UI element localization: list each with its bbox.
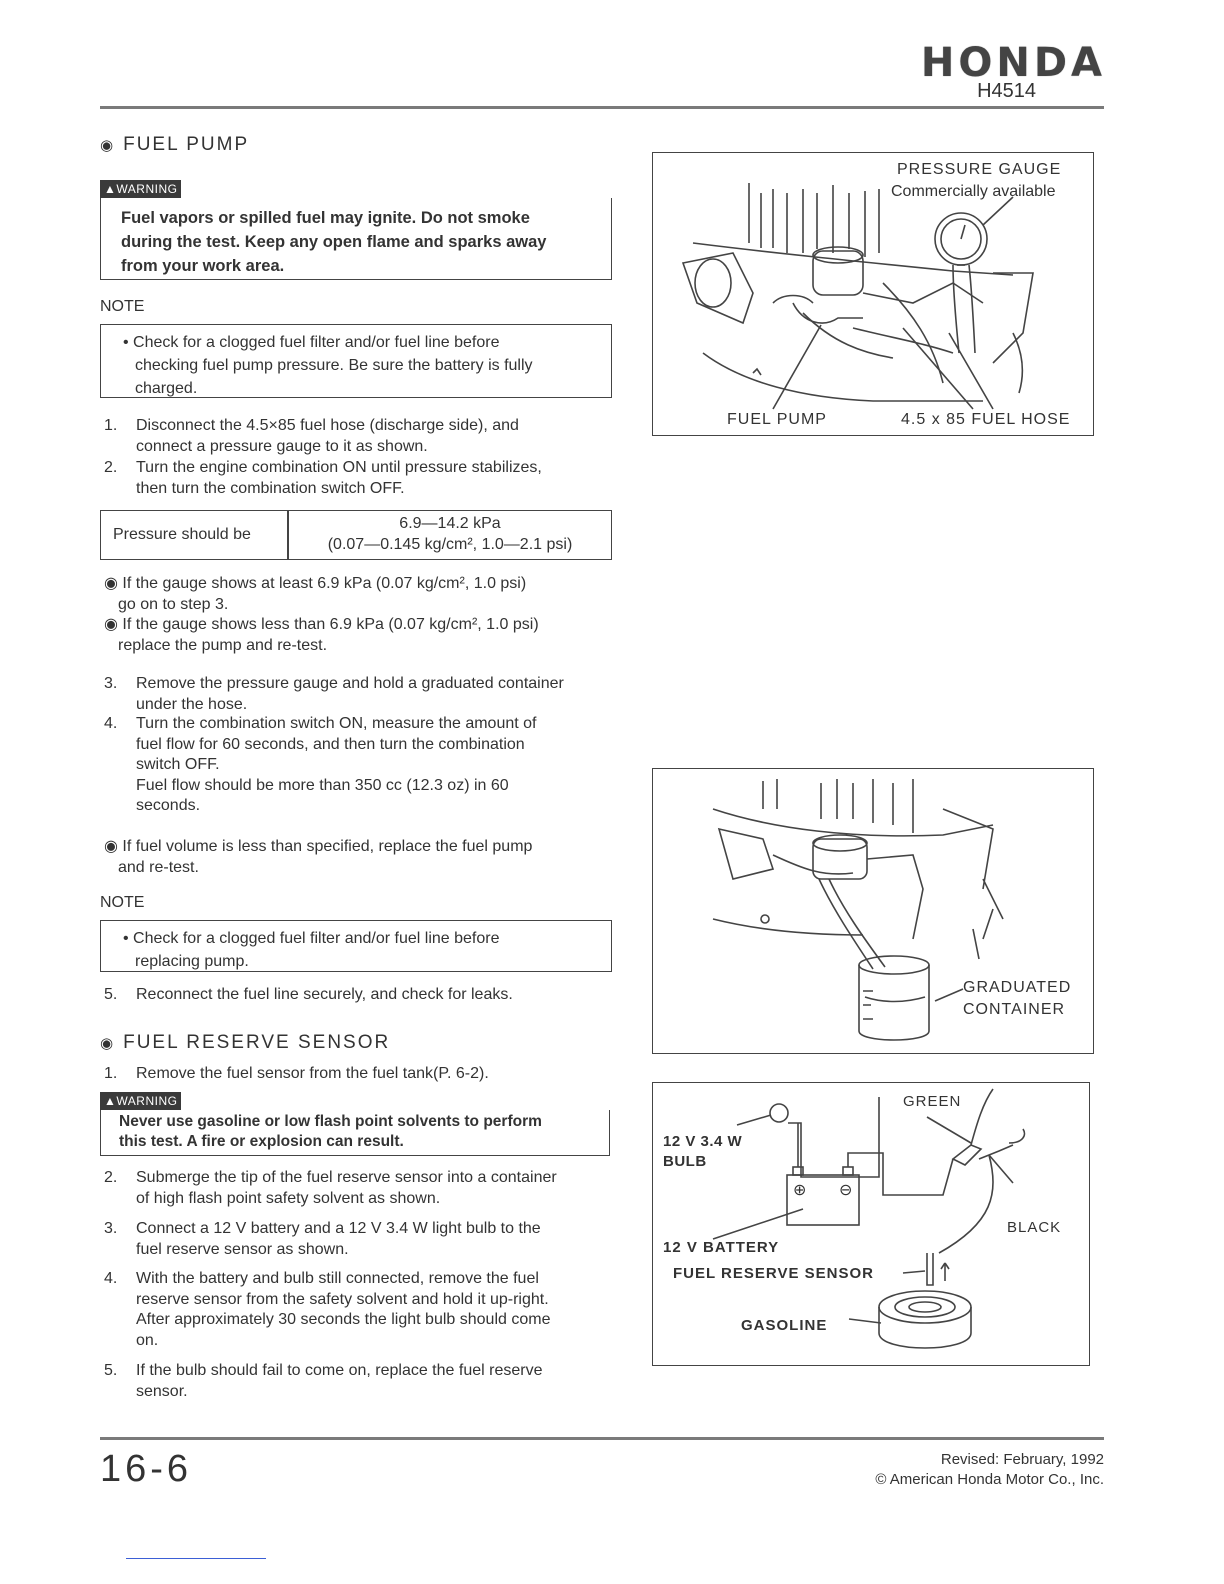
footer-revision: [875, 1450, 1104, 1490]
note-label: NOTE: [100, 298, 145, 315]
bullet-circle-icon: ◉: [100, 137, 116, 154]
minus-icon: ⊖: [839, 1182, 854, 1199]
warning-label: ▲WARNING: [100, 180, 181, 198]
bottom-link-line: [126, 1558, 266, 1559]
note-label: NOTE: [100, 894, 145, 911]
spec-value: (0.07—0.145 kg/cm², 1.0—2.1 psi): [327, 536, 573, 553]
step: [104, 714, 612, 817]
step-text: sensor.: [136, 1382, 188, 1400]
note-text: checking fuel pump pressure. Be sure the battery is fully: [135, 357, 533, 374]
step-text: Reconnect the fuel line securely, and check for leaks.: [136, 986, 513, 1003]
step: [104, 985, 612, 1006]
step: [104, 458, 612, 499]
spec-label: Pressure should be: [113, 526, 251, 543]
step-text: Turn the engine combination ON until pressure stabilizes,: [136, 459, 542, 476]
header-rule: [100, 106, 1104, 109]
label-commercially-available: Commercially available: [891, 183, 1056, 200]
bullet-circle-icon: ◉: [100, 1035, 116, 1052]
label-bulb-rating: 12 V 3.4 W: [663, 1133, 743, 1150]
pressure-spec-table: [100, 510, 612, 560]
step-number: 2.: [104, 459, 118, 476]
step: [104, 1361, 612, 1402]
step: [104, 1064, 612, 1085]
step-text: then turn the combination switch OFF.: [136, 479, 405, 497]
honda-logo: HONDA: [920, 40, 1106, 86]
step-number: 3.: [104, 1220, 118, 1237]
figure-pressure-gauge: [652, 152, 1094, 436]
condition-text: go on to step 3.: [118, 595, 229, 613]
condition: ◉ If fuel volume is less than specified, replace the fuel pump and re-test.: [104, 837, 614, 878]
revision-date: Revised: February, 1992: [940, 1451, 1104, 1468]
bullet-circle-icon: ◉: [104, 616, 118, 633]
step-text: connect a pressure gauge to it as shown.: [136, 437, 428, 455]
warning-triangle-icon: ▲: [104, 1094, 117, 1108]
label-fuel-pump: FUEL PUMP: [727, 411, 827, 428]
condition: ◉ If the gauge shows at least 6.9 kPa (0.07 kg/cm², 1.0 psi) go on to step 3.: [104, 574, 614, 615]
condition-text: replace the pump and re-test.: [118, 636, 328, 654]
step-number: 4.: [104, 1270, 118, 1287]
label-green: GREEN: [903, 1093, 962, 1110]
label-container: CONTAINER: [963, 1001, 1066, 1018]
step-text: Turn the combination switch ON, measure the amount of: [136, 715, 537, 732]
document-id: H4514: [977, 80, 1036, 102]
step-text: reserve sensor from the safety solvent and hold it up-right.: [136, 1290, 549, 1308]
spec-value: 6.9—14.2 kPa: [399, 515, 501, 532]
note-text: replacing pump.: [135, 953, 249, 970]
figure-graduated-container: [652, 768, 1094, 1054]
warning-text: from your work area.: [121, 257, 285, 275]
page-number: 16-6: [100, 1448, 193, 1490]
note-text: charged.: [135, 380, 198, 397]
step-number: 1.: [104, 417, 118, 434]
step-number: 5.: [104, 986, 118, 1003]
step: [104, 1219, 612, 1260]
figure-sensor-circuit: [652, 1082, 1090, 1366]
step-text: Remove the pressure gauge and hold a graduated container: [136, 675, 564, 692]
step-text: fuel flow for 60 seconds, and then turn the combination: [136, 735, 525, 753]
condition: ◉ If the gauge shows less than 6.9 kPa (0.07 kg/cm², 1.0 psi) replace the pump and re-test.: [104, 615, 614, 656]
step: [104, 416, 612, 457]
label-bulb: BULB: [663, 1153, 707, 1170]
step-text: With the battery and bulb still connected, remove the fuel: [136, 1270, 539, 1287]
footer-rule: [100, 1437, 1104, 1440]
section-title-fuel-pump: ◉ FUEL PUMP: [100, 134, 250, 155]
label-graduated: GRADUATED: [963, 979, 1072, 996]
note-text: • Check for a clogged fuel filter and/or fuel line before: [123, 334, 500, 351]
step-text: Connect a 12 V battery and a 12 V 3.4 W light bulb to the: [136, 1220, 541, 1237]
sensor-warning-box: [100, 1110, 610, 1156]
step-text: of high flash point safety solvent as shown.: [136, 1189, 441, 1207]
step-text: Remove the fuel sensor from the fuel tank(P. 6-2).: [136, 1065, 489, 1082]
condition-text: and re-test.: [118, 858, 199, 876]
warning-text: during the test. Keep any open flame and sparks away: [121, 233, 547, 251]
step: [104, 674, 612, 715]
step-text: After approximately 30 seconds the light bulb should come: [136, 1311, 551, 1328]
warning-text: this test. A fire or explosion can result.: [119, 1133, 404, 1150]
label-gasoline: GASOLINE: [741, 1317, 828, 1334]
fuel-pump-warning-box: [100, 198, 612, 280]
note-text: • Check for a clogged fuel filter and/or fuel line before: [123, 930, 500, 947]
note-box: [100, 324, 612, 398]
step-text: fuel reserve sensor as shown.: [136, 1240, 349, 1258]
step-text: If the bulb should fail to come on, replace the fuel reserve: [136, 1362, 543, 1379]
step-text: Submerge the tip of the fuel reserve sensor into a container: [136, 1169, 557, 1186]
warning-triangle-icon: ▲: [104, 182, 117, 196]
label-fuel-hose: 4.5 x 85 FUEL HOSE: [901, 411, 1071, 428]
copyright: © American Honda Motor Co., Inc.: [875, 1471, 1104, 1488]
label-pressure-gauge: PRESSURE GAUGE: [897, 161, 1062, 178]
warning-text: Never use gasoline or low flash point solvents to perform: [119, 1113, 542, 1130]
label-black: BLACK: [1007, 1219, 1062, 1236]
step-text: Fuel flow should be more than 350 cc (12.3 oz) in 60: [136, 776, 509, 794]
step-number: 4.: [104, 715, 118, 732]
step: [104, 1168, 612, 1209]
label-battery: 12 V BATTERY: [663, 1239, 780, 1256]
step-number: 2.: [104, 1169, 118, 1186]
note-box: [100, 920, 612, 972]
bullet-circle-icon: ◉: [104, 838, 118, 855]
step-text: on.: [136, 1331, 159, 1349]
step-number: 1.: [104, 1065, 118, 1082]
warning-text: Fuel vapors or spilled fuel may ignite. Do not smoke: [121, 209, 530, 227]
step-number: 5.: [104, 1362, 118, 1379]
plus-icon: ⊕: [793, 1182, 808, 1199]
step-text: under the hose.: [136, 695, 248, 713]
step: [104, 1269, 612, 1351]
spec-divider: [287, 511, 289, 559]
step-text: switch OFF.: [136, 756, 220, 773]
label-fuel-reserve-sensor: FUEL RESERVE SENSOR: [673, 1265, 874, 1282]
step-text: Disconnect the 4.5×85 fuel hose (discharge side), and: [136, 417, 519, 434]
section-title-fuel-reserve-sensor: ◉ FUEL RESERVE SENSOR: [100, 1032, 391, 1053]
step-number: 3.: [104, 675, 118, 692]
warning-label: ▲WARNING: [100, 1092, 181, 1110]
bullet-circle-icon: ◉: [104, 575, 118, 592]
step-text: seconds.: [136, 797, 201, 814]
